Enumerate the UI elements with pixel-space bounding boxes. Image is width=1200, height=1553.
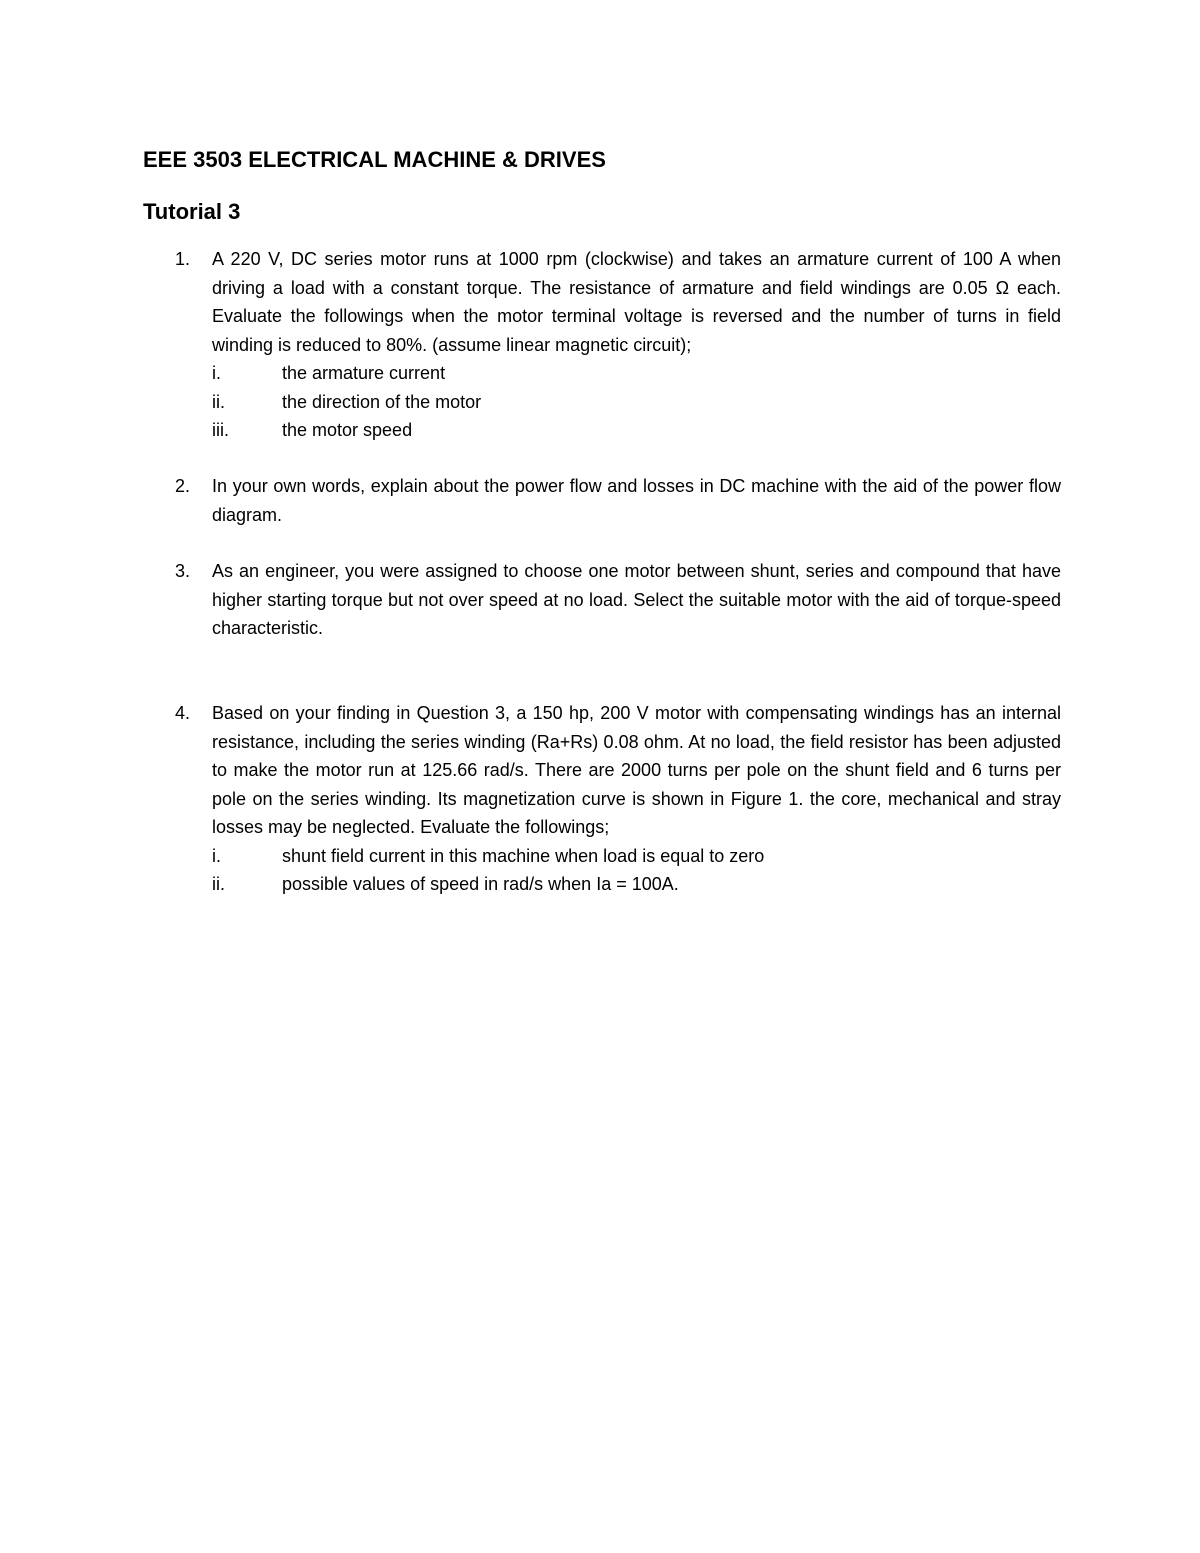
question-text: A 220 V, DC series motor runs at 1000 rpm (clockwise) and takes an armature current of 100 A when driving a load with a constant torque. The resistance of armature and field windings are 0.05 Ω each. Evaluate the followings when the motor terminal voltage is reversed and the number of turns in field winding is reduced to 80%. (assume linear magnetic circuit);: [212, 249, 1061, 355]
question-text: As an engineer, you were assigned to choose one motor between shunt, series and compound that have higher starting torque but not over speed at no load. Select the suitable motor with the aid of torque-speed characteristic.: [212, 561, 1061, 638]
question-text: Based on your finding in Question 3, a 150 hp, 200 V motor with compensating windings has an internal resistance, including the series winding (Ra+Rs) 0.08 ohm. At no load, the field resistor has been adjusted to make the motor run at 125.66 rad/s. There are 2000 turns per pole on the shunt field and 6 turns per pole on the series winding. Its magnetization curve is shown in Figure 1. the core, mechanical and stray losses may be neglected. Evaluate the followings;: [212, 703, 1061, 837]
question-1: [143, 245, 1061, 445]
question-number: 4.: [175, 703, 191, 723]
question-text: In your own words, explain about the power flow and losses in DC machine with the aid of the power flow diagram.: [212, 476, 1061, 525]
sub-item-text: possible values of speed in rad/s when Ia = 100A.: [282, 874, 679, 894]
tutorial-title: Tutorial 3: [143, 199, 241, 224]
question-4: [143, 699, 1061, 899]
question-2: [143, 472, 1061, 529]
sub-item-text: the direction of the motor: [282, 391, 482, 412]
question-number: 3.: [175, 561, 191, 581]
question-number: 1.: [175, 249, 191, 269]
sub-item-number: iii.: [212, 420, 229, 440]
sub-item: [212, 842, 1061, 871]
question-number: 2.: [175, 476, 191, 496]
course-title: EEE 3503 ELECTRICAL MACHINE & DRIVES: [143, 147, 606, 172]
sub-item-text: the motor speed: [282, 420, 413, 440]
sub-item-text: the armature current: [282, 363, 446, 383]
sub-item-number: ii.: [212, 391, 225, 412]
sub-item-number: ii.: [212, 874, 225, 894]
sub-item: [212, 359, 1061, 388]
sub-item: [212, 416, 1061, 445]
sub-item: [212, 388, 1061, 417]
sub-item-text: shunt field current in this machine when load is equal to zero: [282, 845, 765, 866]
sub-item-number: i.: [212, 363, 221, 383]
question-3: [143, 557, 1061, 643]
sub-item: [212, 870, 1061, 899]
sub-item-number: i.: [212, 845, 221, 866]
